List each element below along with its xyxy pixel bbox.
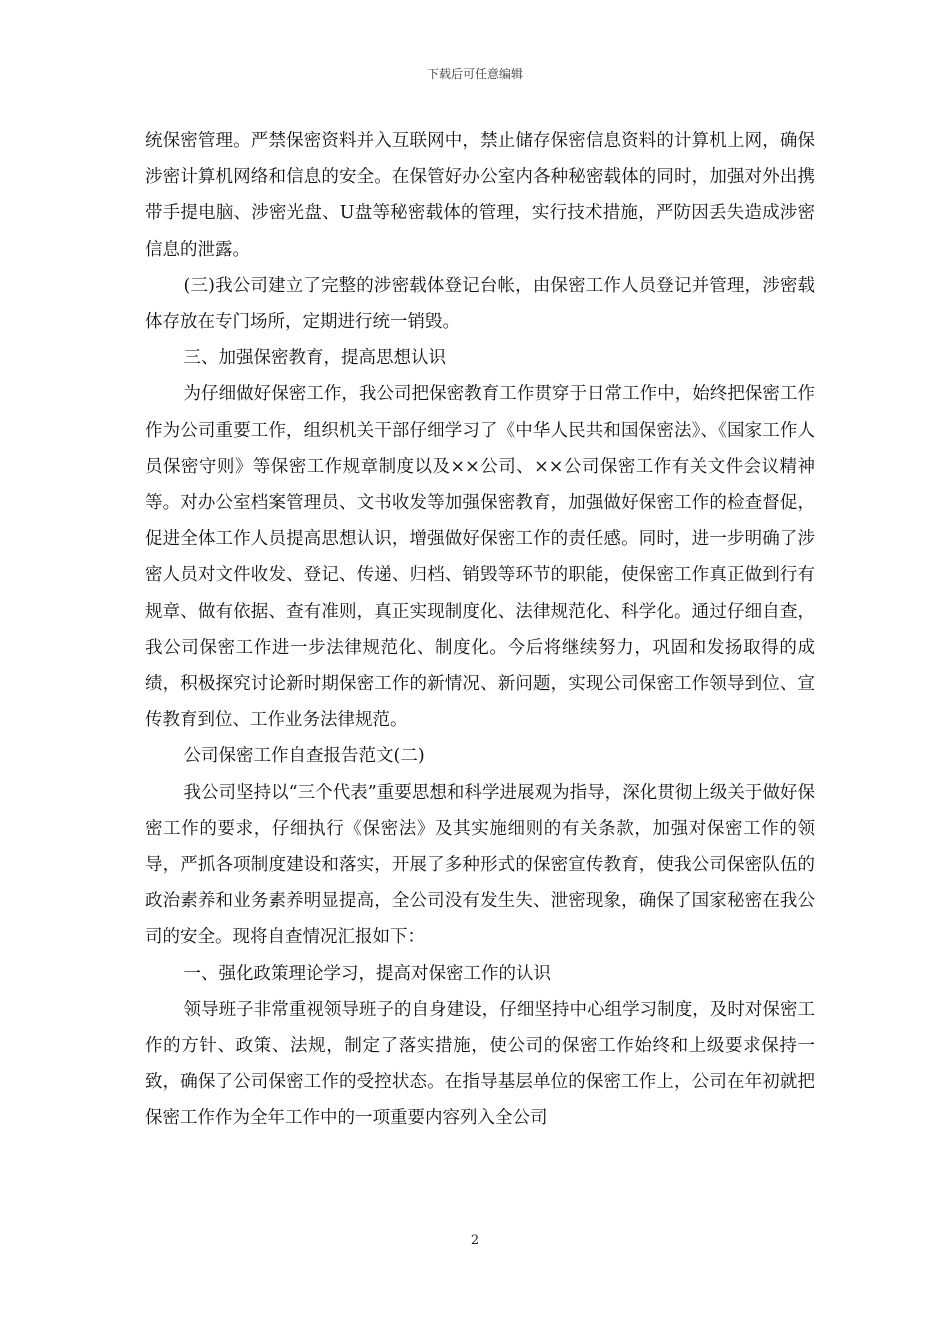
section-heading-3: 三、加强保密教育，提高思想认识 <box>183 348 446 369</box>
report-title-2: 公司保密工作自查报告范文(二) <box>183 746 425 767</box>
paragraph-4: 为仔细做好保密工作，我公司把保密教育工作贯穿于日常工作中，始终把保密工作作为公司重要工作，组织机关干部仔细学习了《中华人民共和国保密法》、《国家工作人员保密守则》等保密工作规章制度以及××公司、××公司保密工作有关文件会议精神等。对办公室档案管理员、文书收发等加强保密教育，加强做好保密工作的检查督促，促进全体工作人员提高思想认识，增强做好保密工作的责任感。同时，进一步明确了涉密人员对文件收发、登记、传递、归档、销毁等环节的职能，使保密工作真正做到行有规章、做有依据、查有准则，真正实现制度化、法律规范化、科学化。通过仔细自查，我公司保密工作进一步法律规范化、制度化。今后将继续努力，巩固和发扬取得的成绩，积极探究讨论新时期保密工作的新情况、新问题，实现公司保密工作领导到位、宣传教育到位、工作业务法律规范。 <box>145 384 815 731</box>
paragraph-6: 我公司坚持以“三个代表”重要思想和科学进展观为指导，深化贯彻上级关于做好保密工作的要求，仔细执行《保密法》及其实施细则的有关条款，加强对保密工作的领导，严抓各项制度建设和落实，开展了多种形式的保密宣传教育，使我公司保密队伍的政治素养和业务素养明显提高，全公司没有发生失、泄密现象，确保了国家秘密在我公司的安全。现将自查情况汇报如下： <box>145 782 815 948</box>
section-heading-1: 一、强化政策理论学习，提高对保密工作的认识 <box>183 963 551 984</box>
page-header: 下载后可任意编辑 <box>426 67 523 81</box>
page-number: 2 <box>470 1233 480 1248</box>
paragraph-2: (三)我公司建立了完整的涉密载体登记台帐，由保密工作人员登记并管理，涉密载体存放在专门场所，定期进行统一销毁。 <box>145 275 815 333</box>
paragraph-8: 领导班子非常重视领导班子的自身建设，仔细坚持中心组学习制度，及时对保密工作的方针、政策、法规，制定了落实措施，使公司的保密工作始终和上级要求保持一致，确保了公司保密工作的受控状态。在指导基层单位的保密工作上，公司在年初就把保密工作作为全年工作中的一项重要内容列入全公司 <box>145 999 815 1129</box>
document-body <box>145 123 815 1137</box>
paragraph-1: 统保密管理。严禁保密资料并入互联网中，禁止储存保密信息资料的计算机上网，确保涉密计算机网络和信息的安全。在保管好办公室内各种秘密载体的同时，加强对外出携带手提电脑、涉密光盘、U盘等秘密载体的管理，实行技术措施，严防因丢失造成涉密信息的泄露。 <box>145 131 815 260</box>
